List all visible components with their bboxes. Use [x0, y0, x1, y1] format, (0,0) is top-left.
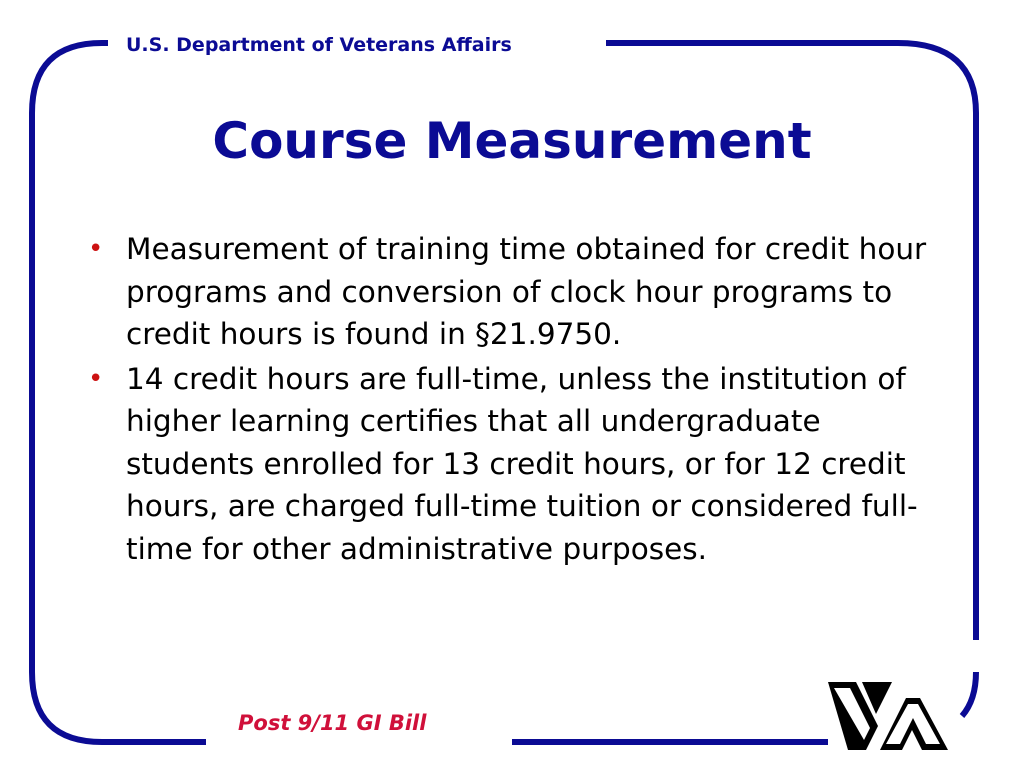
bullet-item — [86, 228, 956, 356]
bullet-marker-icon: • — [88, 234, 104, 264]
va-logo-icon — [826, 668, 950, 764]
agency-header: U.S. Department of Veterans Affairs — [126, 34, 512, 56]
bullet-marker-icon: • — [88, 363, 104, 394]
frame-bottom-right-curve — [962, 672, 976, 716]
bullet-list — [86, 228, 956, 572]
bullet-text: 14 credit hours are full-time, unless the institution of higher learning certifies that all undergraduate students enrolled for 13 credit hours, or for 12 credit hours, are charged full-time tuition or considered full-time for other administrative purposes. — [126, 361, 918, 566]
slide-title: Course Measurement — [212, 112, 812, 170]
bullet-item — [86, 358, 956, 571]
footer-program-label: Post 9/11 GI Bill — [238, 711, 427, 735]
bullet-text: Measurement of training time obtained for credit hour programs and conversion of clock hour programs to credit hours is found in §21.9750. — [126, 232, 927, 351]
